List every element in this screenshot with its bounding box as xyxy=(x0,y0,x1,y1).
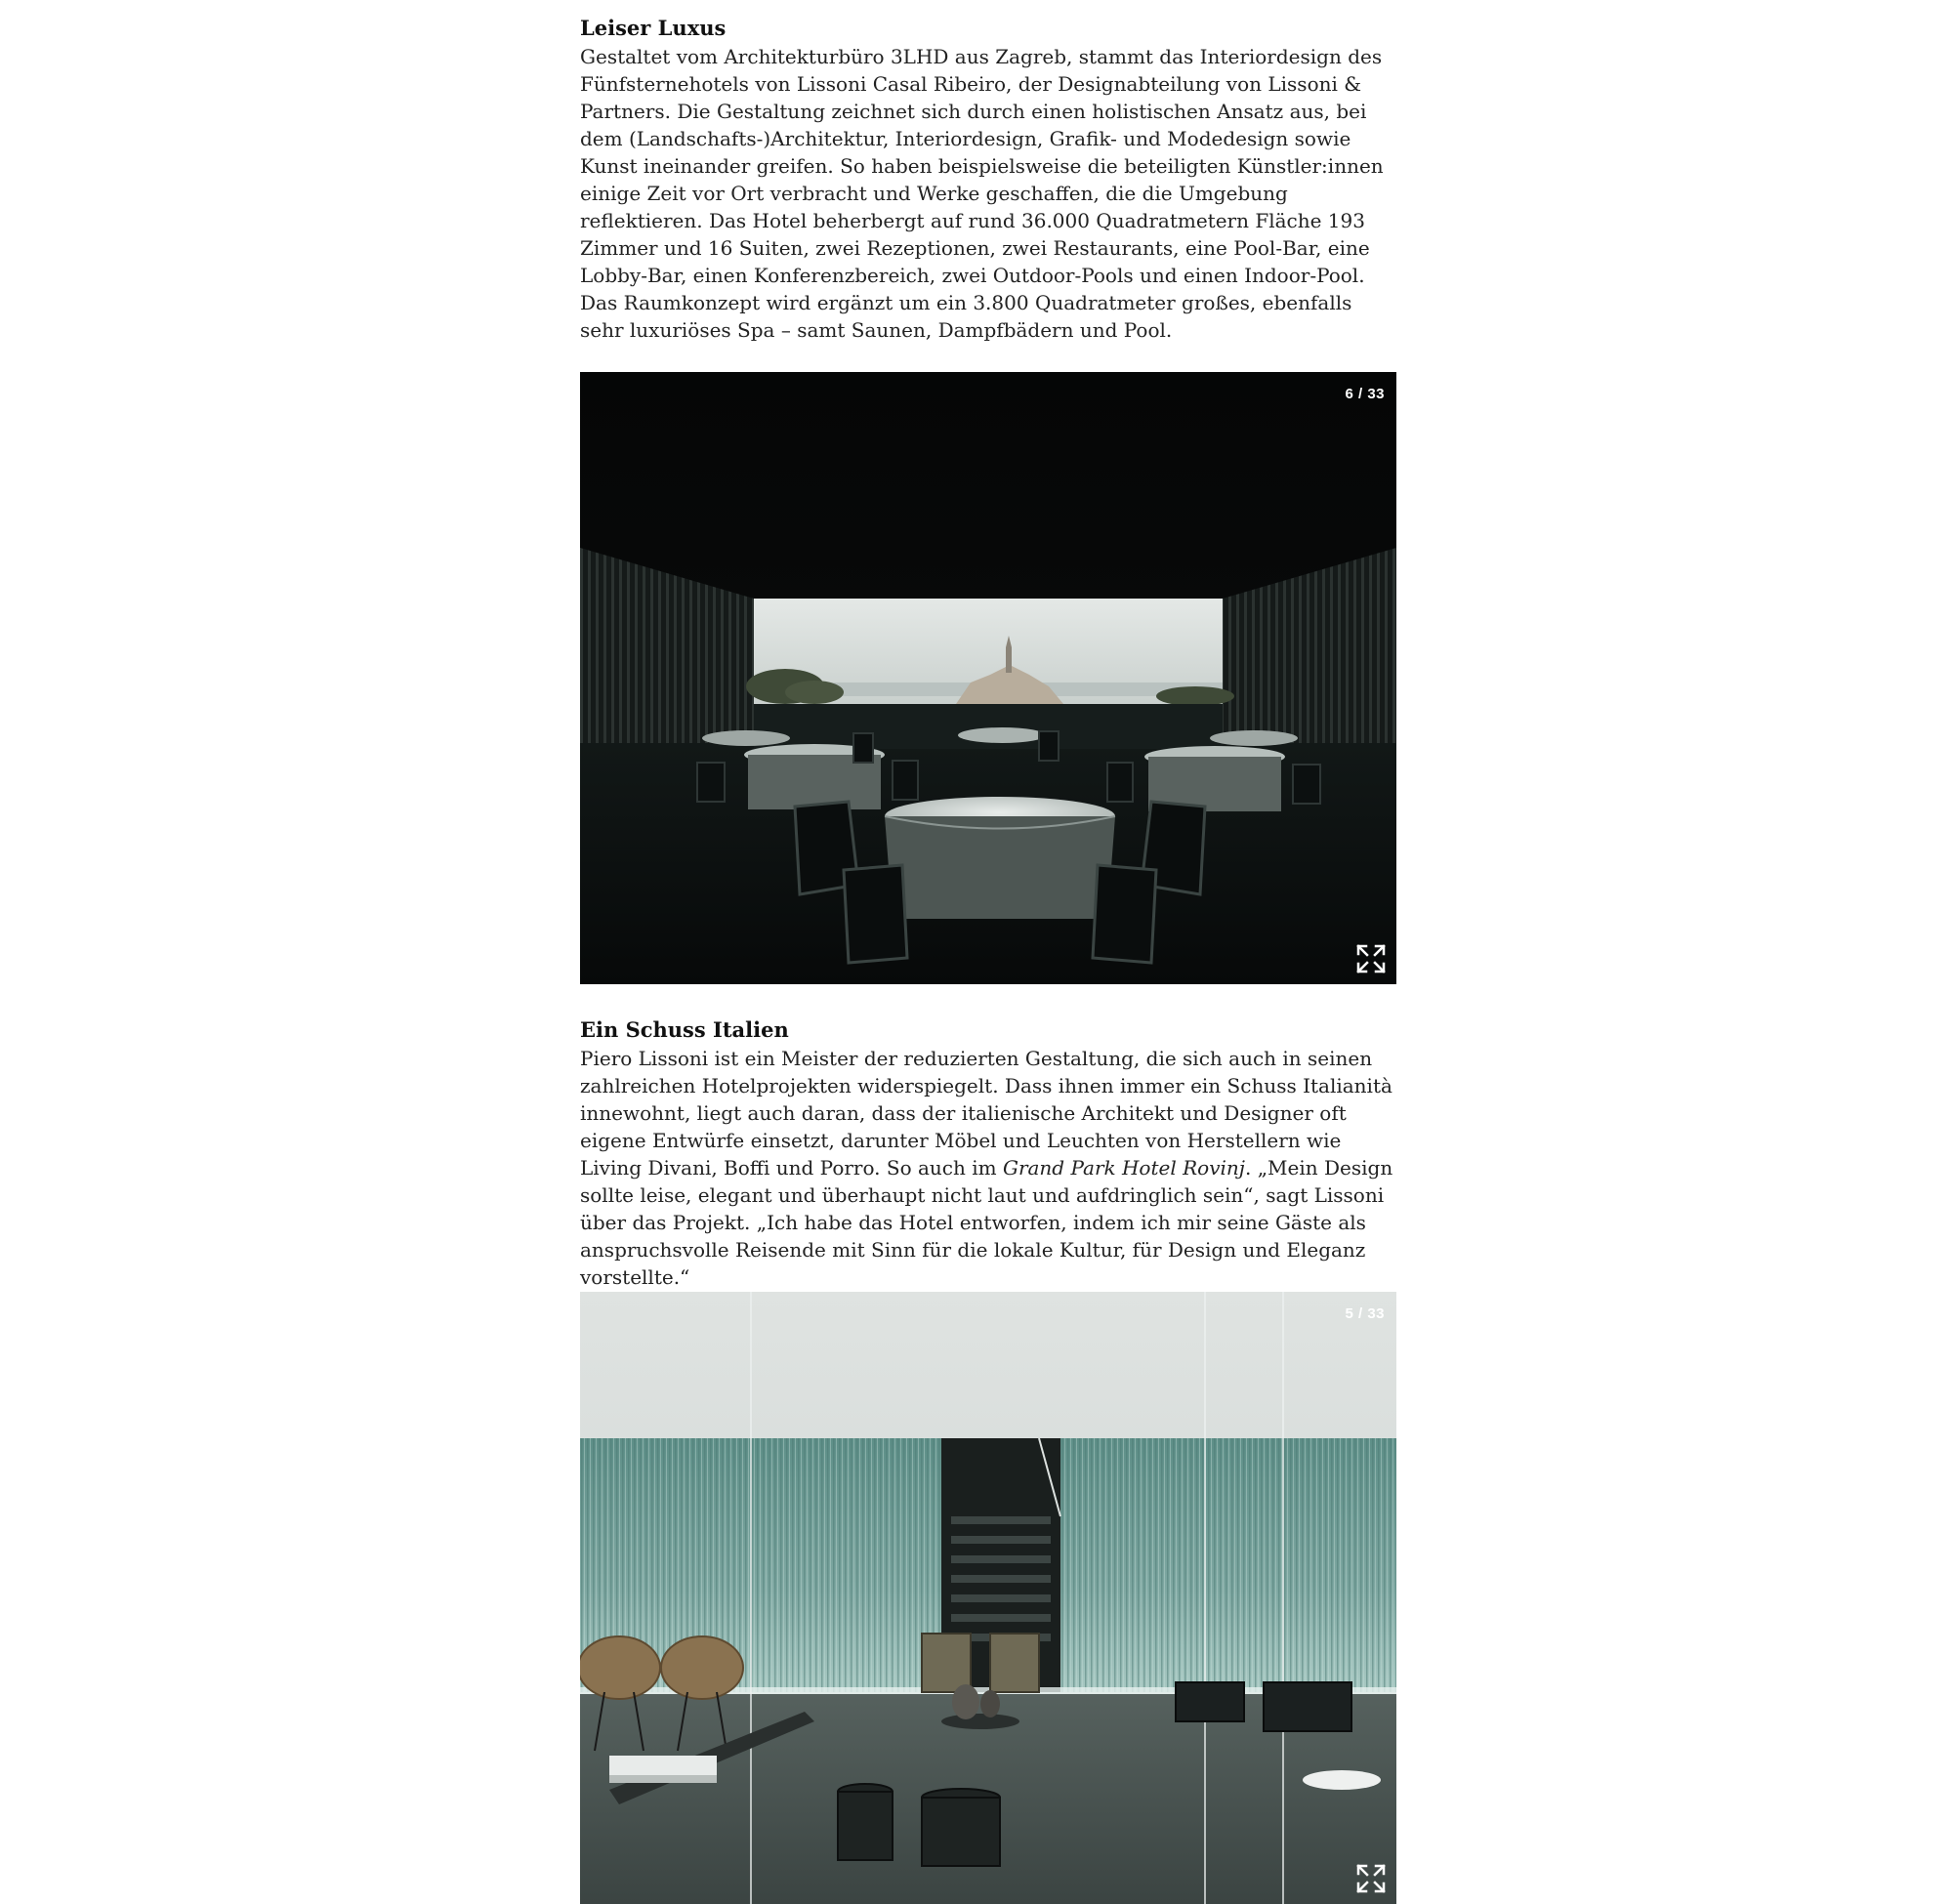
gallery-image-lobby[interactable] xyxy=(580,1292,1396,1904)
section-paragraph-ein-schuss-italien xyxy=(580,1045,1396,1291)
expand-arrows-icon[interactable] xyxy=(1355,943,1387,974)
gallery-counter: 5 / 33 xyxy=(1345,1305,1385,1322)
lobby-photo xyxy=(580,1292,1396,1904)
section-heading-leiser-luxus: Leiser Luxus xyxy=(580,16,727,40)
section-paragraph-leiser-luxus: Gestaltet vom Architekturbüro 3LHD aus Zagreb, stammt das Interiordesign des Fünfsternehotels von Lissoni Casal Ribeiro, der Designabteilung von Lissoni & Partners. Die Gestaltung zeichnet sich durch einen holistischen Ansatz aus, bei dem (Landschafts-)Architektur, Interiordesign, Grafik- und Modedesign sowie Kunst ineinander greifen. So haben beispielsweise die beteiligten Künstler:innen einige Zeit vor Ort verbracht und Werke geschaffen, die die Umgebung reflektieren. Das Hotel beherbergt auf rund 36.000 Quadratmetern Fläche 193 Zimmer und 16 Suiten, zwei Rezeptionen, zwei Restaurants, eine Pool-Bar, eine Lobby-Bar, einen Konferenzbereich, zwei Outdoor-Pools und einen Indoor-Pool. Das Raumkonzept wird ergänzt um ein 3.800 Quadratmeter großes, ebenfalls sehr luxuriöses Spa – samt Saunen, Dampfbädern und Pool. xyxy=(580,45,1384,342)
expand-arrows-icon[interactable] xyxy=(1355,1863,1387,1894)
gallery-counter: 6 / 33 xyxy=(1345,386,1385,402)
restaurant-photo xyxy=(580,372,1396,984)
paragraph-text-end: . „Mein Design sollte leise, elegant und überhaupt nicht laut und aufdringlich sein“, sagt Lissoni über das Projekt. „Ich habe das Hotel entworfen, indem ich mir seine Gäste als anspruchsvolle Reisende mit Sinn für die lokale Kultur, für Design und Eleganz vorstellte.“ xyxy=(580,1156,1393,1289)
hotel-name-italic: Grand Park Hotel Rovinj xyxy=(1002,1156,1245,1180)
gallery-image-restaurant[interactable] xyxy=(580,372,1396,984)
paragraph-text-start: Piero Lissoni ist ein Meister der reduzierten Gestaltung, die sich auch in seinen zahlreichen Hotelprojekten widerspiegelt. Dass ihnen immer ein Schuss Italianità innewohnt, liegt auch daran, dass der italienische Architekt und Designer oft eigene Entwürfe einsetzt, darunter Möbel und Leuchten von Herstellern wie Living Divani, Boffi und Porro. So auch im xyxy=(580,1047,1392,1180)
section-heading-ein-schuss-italien: Ein Schuss Italien xyxy=(580,1017,789,1042)
